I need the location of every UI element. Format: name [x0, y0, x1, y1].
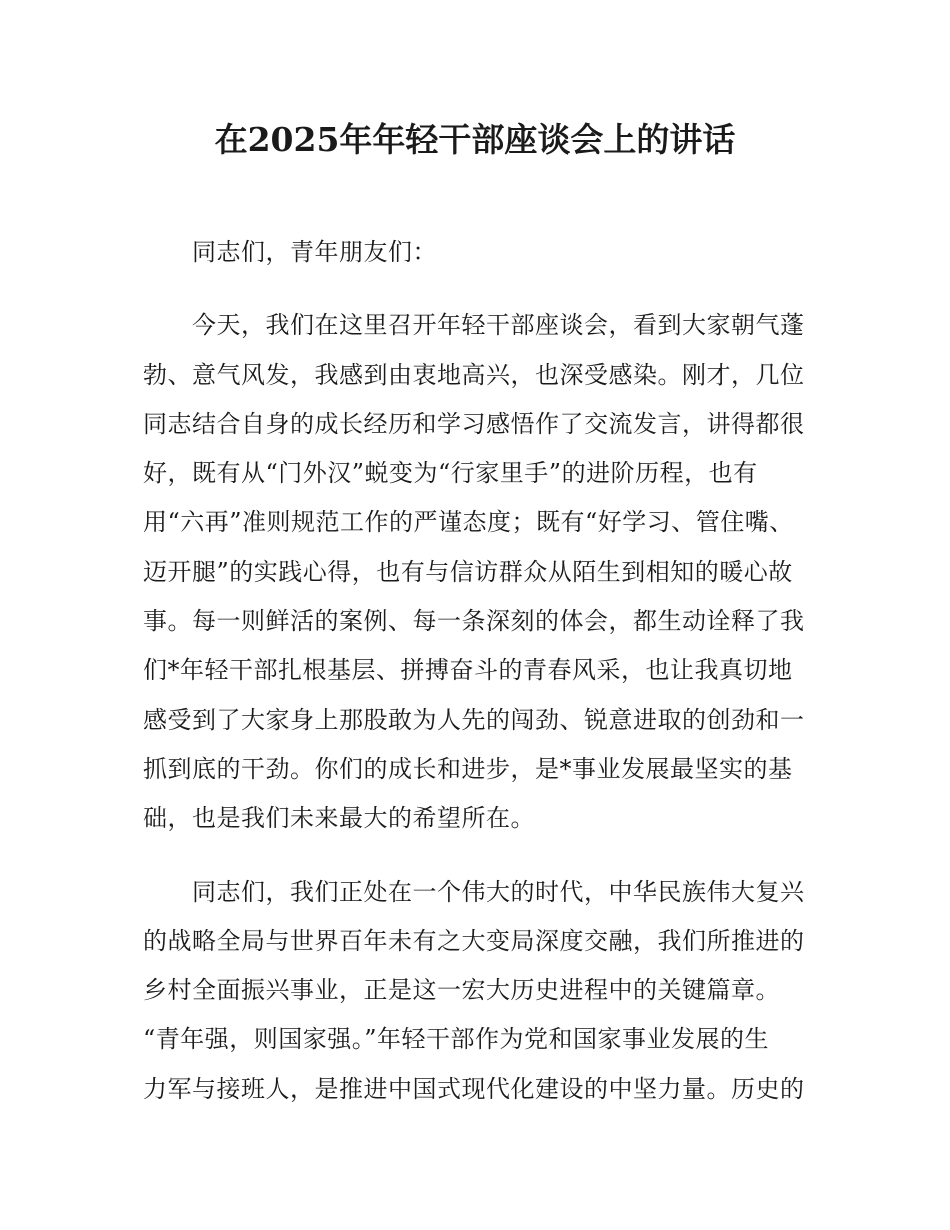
text-line: 迈开腿”的实践心得，也有与信访群众从陌生到相知的暖心故: [143, 557, 793, 586]
text-line: 们*年轻干部扎根基层、拼搏奋斗的青春风采，也让我真切地: [143, 656, 793, 685]
text-line: 同志们，我们正处在一个伟大的时代，中华民族伟大复兴: [192, 877, 805, 906]
text-line: 同志结合自身的成长经历和学习感悟作了交流发言，讲得都很: [143, 409, 805, 438]
text-line: 感受到了大家身上那股敢为人先的闯劲、锐意进取的创劲和一: [143, 705, 805, 734]
paragraph-1: [143, 301, 823, 843]
text-line: 用“六再”准则规范工作的严谨态度；既有“好学习、管住嘴、: [143, 508, 794, 537]
text-line: 今天，我们在这里召开年轻干部座谈会，看到大家朝气蓬: [192, 311, 805, 340]
document-title: 在2025年年轻干部座谈会上的讲话: [214, 120, 736, 159]
text-line: 础，也是我们未来最大的希望所在。: [143, 804, 535, 833]
text-line: 的战略全局与世界百年未有之大变局深度交融，我们所推进的: [143, 926, 805, 955]
text-line: 好，既有从“门外汉”蜕变为“行家里手”的进阶历程，也有: [143, 459, 758, 488]
document-body: [143, 228, 823, 1114]
text-line: 力军与接班人，是推进中国式现代化建设的中坚力量。历史的: [143, 1074, 805, 1103]
text-line: 乡村全面振兴事业，正是这一宏大历史进程中的关键篇章。: [143, 976, 780, 1005]
salutation: 同志们，青年朋友们：: [192, 238, 437, 266]
paragraph-2: [143, 868, 823, 1114]
text-line: 勃、意气风发，我感到由衷地高兴，也深受感染。刚才，几位: [143, 360, 805, 389]
text-line: 事。每一则鲜活的案例、每一条深刻的体会，都生动诠释了我: [143, 607, 805, 636]
text-line: “青年强，则国家强。”年轻干部作为党和国家事业发展的生: [143, 1025, 770, 1054]
text-line: 抓到底的干劲。你们的成长和进步，是*事业发展最坚实的基: [143, 754, 793, 783]
